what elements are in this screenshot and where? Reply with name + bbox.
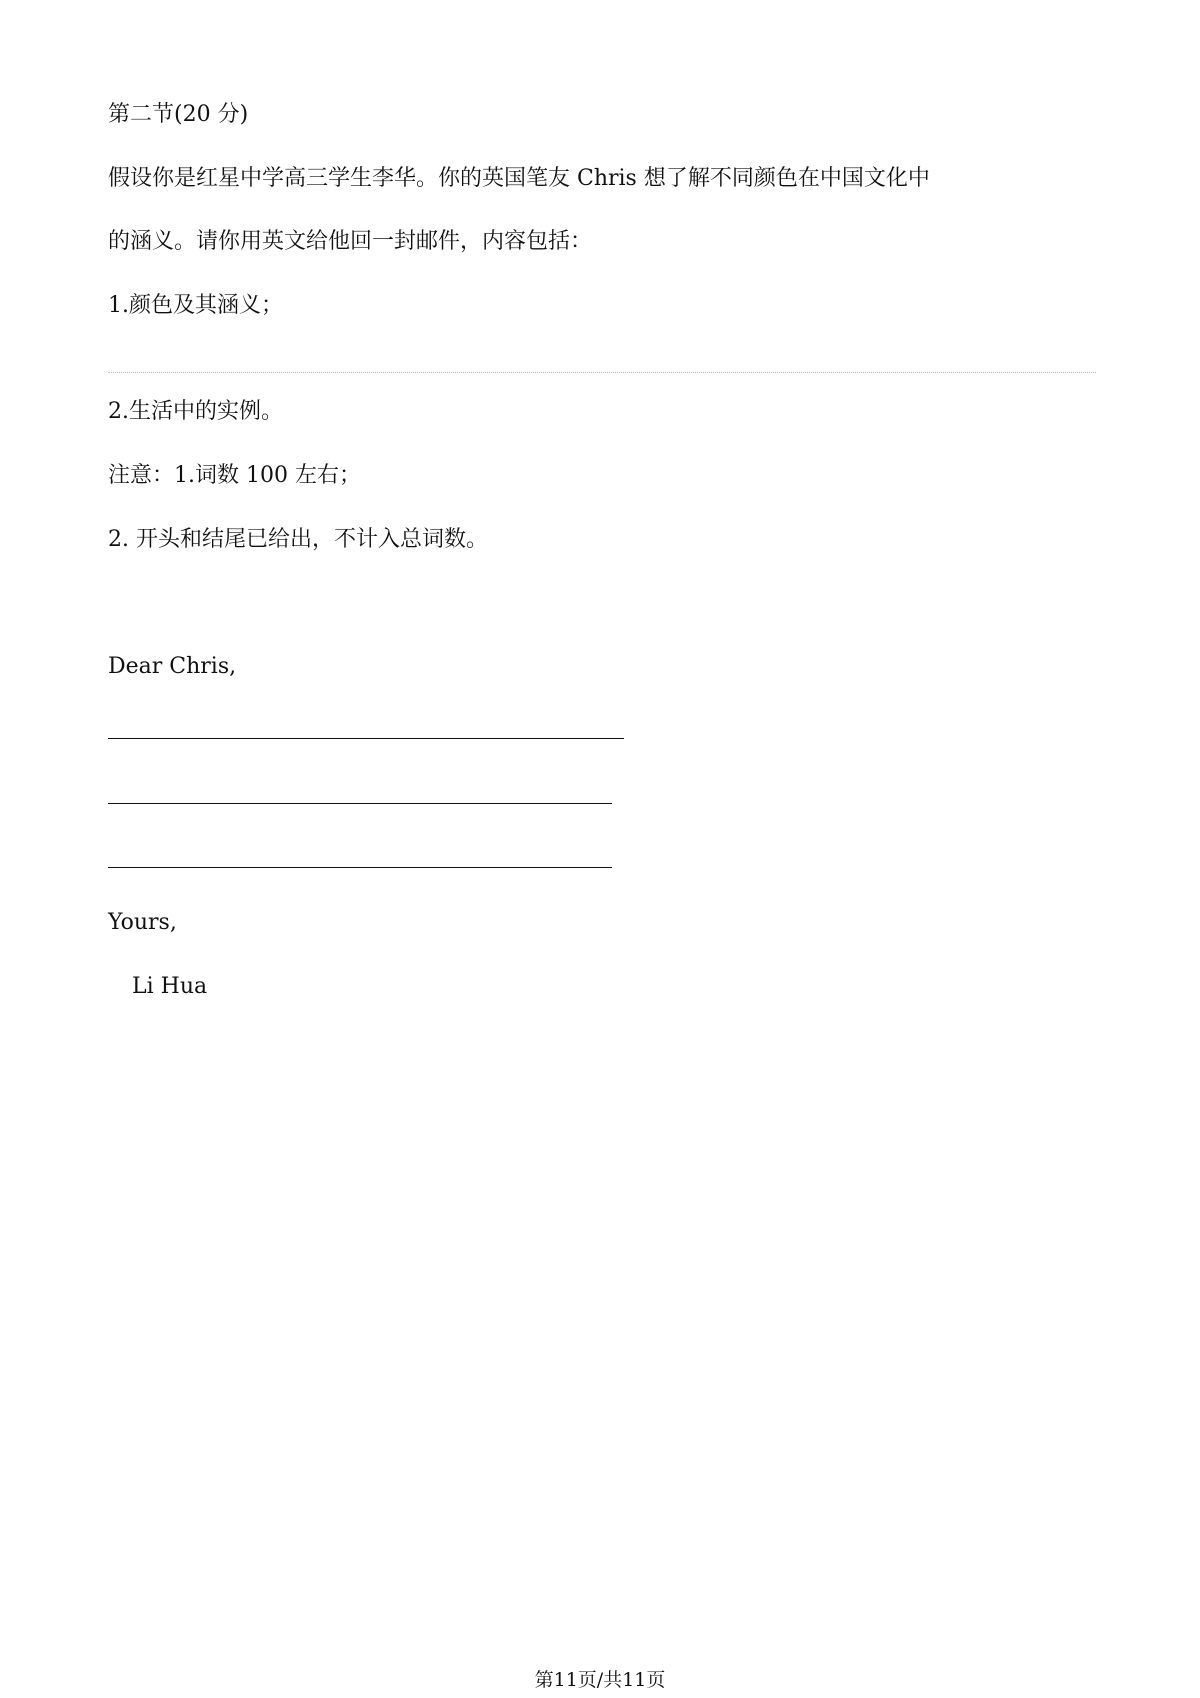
content-point-1: 1.颜色及其涵义； xyxy=(108,293,283,318)
answer-blank-line-3[interactable] xyxy=(108,867,612,868)
prompt-line-2: 的涵义。请你用英文给他回一封邮件，内容包括： xyxy=(108,229,593,254)
note-line-2: 2. 开头和结尾已给出，不计入总词数。 xyxy=(108,527,488,552)
section-title: 第二节(20 分) xyxy=(108,102,249,127)
answer-blank-line-2[interactable] xyxy=(108,803,612,804)
prompt-line-1: 假设你是红星中学高三学生李华。你的英国笔友 Chris 想了解不同颜色在中国文化中 xyxy=(108,166,930,191)
note-line-1: 注意：1.词数 100 左右； xyxy=(108,463,361,488)
letter-greeting: Dear Chris, xyxy=(108,654,237,679)
dotted-divider xyxy=(108,372,1096,373)
content-point-2: 2.生活中的实例。 xyxy=(108,399,283,424)
letter-signature: Li Hua xyxy=(132,974,208,999)
answer-blank-line-1[interactable] xyxy=(108,738,624,739)
page-number: 第11页/共11页 xyxy=(534,1669,666,1691)
letter-closing: Yours, xyxy=(108,910,177,935)
